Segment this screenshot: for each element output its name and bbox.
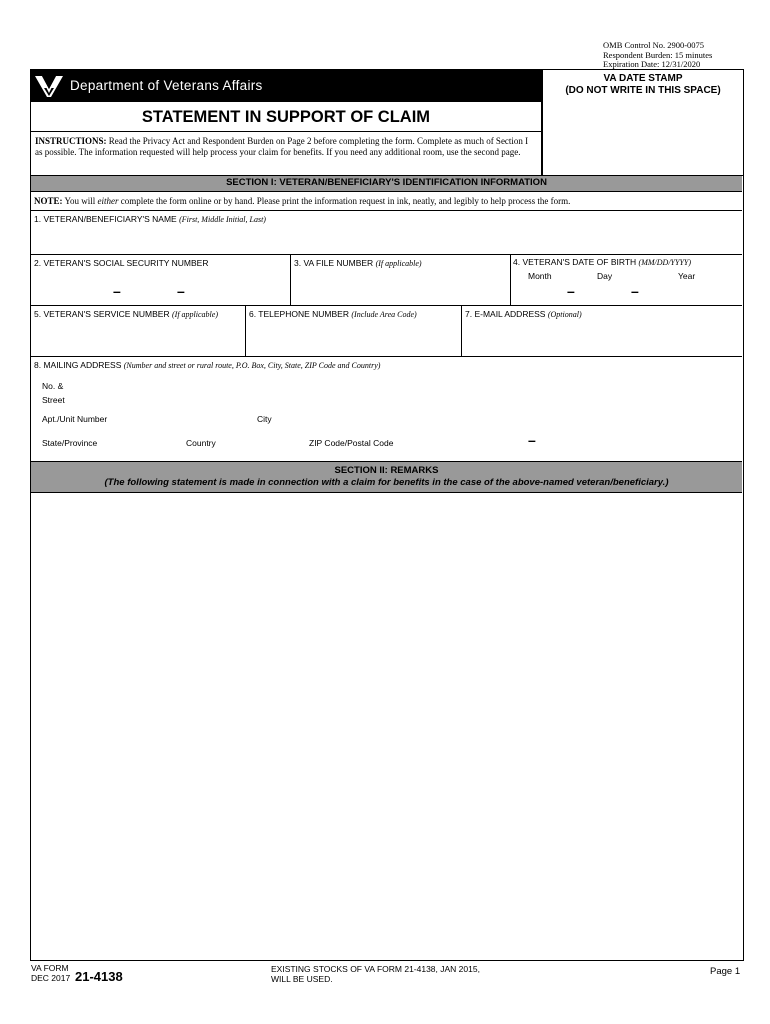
va-date-stamp-box bbox=[542, 69, 744, 175]
stamp-subtitle: (DO NOT WRITE IN THIS SPACE) bbox=[565, 85, 721, 96]
section-2-title: SECTION II: REMARKS bbox=[334, 465, 439, 476]
expiration-date: Expiration Date: 12/31/2020 bbox=[603, 59, 701, 69]
veteran-name-label: 1. VETERAN/BENEFICIARY'S NAME bbox=[34, 214, 177, 224]
note bbox=[34, 196, 570, 206]
ssn-field[interactable] bbox=[31, 255, 290, 305]
ssn-label: 2. VETERAN'S SOCIAL SECURITY NUMBER bbox=[34, 258, 209, 268]
form-date: DEC 2017 bbox=[31, 973, 71, 983]
dob-hint: (MM/DD/YYYY) bbox=[638, 258, 691, 267]
instructions bbox=[30, 131, 542, 175]
form-identifier bbox=[31, 963, 70, 983]
section-2-header bbox=[31, 461, 742, 493]
instructions-text: Read the Privacy Act and Respondent Burden on Page 2 before completing the form. Complete as much of Section I as possible. The information requested will help process your claim for benefits. If you need any additional room, use the second page. bbox=[35, 136, 529, 157]
telephone-hint: (Include Area Code) bbox=[351, 310, 417, 319]
dob-month-label: Month bbox=[528, 271, 552, 281]
service-number-label: 5. VETERAN'S SERVICE NUMBER bbox=[34, 309, 170, 319]
dob-label: 4. VETERAN'S DATE OF BIRTH bbox=[513, 257, 637, 267]
va-file-number-label: 3. VA FILE NUMBER bbox=[294, 258, 374, 268]
omb-control-number: OMB Control No. 2900-0075 bbox=[603, 40, 705, 50]
note-pre: You will bbox=[64, 196, 96, 206]
va-file-number-field[interactable] bbox=[291, 255, 510, 305]
street-no-label: No. & bbox=[42, 381, 64, 391]
dob-dash-1: – bbox=[567, 283, 575, 299]
dob-day-label: Day bbox=[597, 271, 613, 281]
note-emphasis: either bbox=[97, 196, 119, 206]
omb-info bbox=[603, 41, 712, 70]
note-text: complete the form online or by hand. Please print the information request in ink, neatly, and legibly to help process the form. bbox=[120, 196, 571, 206]
ssn-dash-2: – bbox=[177, 283, 185, 299]
telephone-label: 6. TELEPHONE NUMBER bbox=[249, 309, 349, 319]
service-number-hint: (If applicable) bbox=[172, 310, 218, 319]
dob-year-label: Year bbox=[678, 271, 696, 281]
form-title: STATEMENT IN SUPPORT OF CLAIM bbox=[141, 108, 431, 126]
va-seal-icon bbox=[34, 73, 64, 99]
stocks-line-2: WILL BE USED. bbox=[271, 974, 333, 984]
zip-dash: – bbox=[528, 432, 536, 448]
respondent-burden: Respondent Burden: 15 minutes bbox=[603, 49, 713, 60]
email-hint: (Optional) bbox=[547, 310, 582, 319]
department-name: Department of Veterans Affairs bbox=[70, 78, 263, 93]
form-number: 21-4138 bbox=[75, 969, 123, 984]
zip-code-label[interactable]: ZIP Code/Postal Code bbox=[309, 438, 394, 448]
dob-dash-2: – bbox=[631, 283, 639, 299]
city-label[interactable]: City bbox=[257, 414, 272, 424]
va-form-label: VA FORM bbox=[31, 963, 69, 973]
va-file-number-hint: (If applicable) bbox=[375, 259, 422, 268]
form-title-box bbox=[30, 102, 542, 131]
stamp-title: VA DATE STAMP bbox=[603, 73, 683, 84]
apt-unit-number-label[interactable]: Apt./Unit Number bbox=[42, 414, 108, 424]
street-field[interactable] bbox=[42, 379, 65, 407]
veteran-name-field[interactable] bbox=[31, 211, 742, 254]
mailing-address-hint: (Number and street or rural route, P.O. Box, City, State, ZIP Code and Country) bbox=[123, 361, 381, 370]
section-2-subtitle: (The following statement is made in connection with a claim for benefits in the case of the above-named veteran/beneficiary.) bbox=[104, 477, 669, 488]
state-province-label[interactable]: State/Province bbox=[42, 438, 98, 448]
mailing-address-field bbox=[31, 357, 742, 461]
existing-stocks-notice bbox=[271, 964, 480, 984]
note-label: NOTE: bbox=[34, 196, 63, 206]
mailing-address-label: 8. MAILING ADDRESS bbox=[34, 360, 122, 370]
form-body bbox=[30, 175, 744, 961]
veteran-name-hint: (First, Middle Initial, Last) bbox=[179, 215, 266, 224]
email-label: 7. E-MAIL ADDRESS bbox=[465, 309, 546, 319]
ssn-dash-1: – bbox=[113, 283, 121, 299]
stocks-line-1: EXISTING STOCKS OF VA FORM 21-4138, JAN 2015, bbox=[271, 964, 480, 974]
page-number: Page 1 bbox=[710, 966, 741, 977]
section-1-header bbox=[31, 176, 742, 192]
service-number-field[interactable] bbox=[31, 306, 245, 356]
instructions-label: INSTRUCTIONS: bbox=[35, 136, 107, 146]
telephone-field[interactable] bbox=[246, 306, 461, 356]
email-field[interactable] bbox=[462, 306, 742, 356]
department-header bbox=[30, 69, 542, 102]
street-label: Street bbox=[42, 395, 65, 405]
country-label[interactable]: Country bbox=[186, 438, 216, 448]
section-1-title: SECTION I: VETERAN/BENEFICIARY'S IDENTIFICATION INFORMATION bbox=[226, 177, 547, 188]
date-of-birth-field[interactable] bbox=[511, 255, 742, 305]
remarks-area[interactable] bbox=[31, 494, 742, 959]
